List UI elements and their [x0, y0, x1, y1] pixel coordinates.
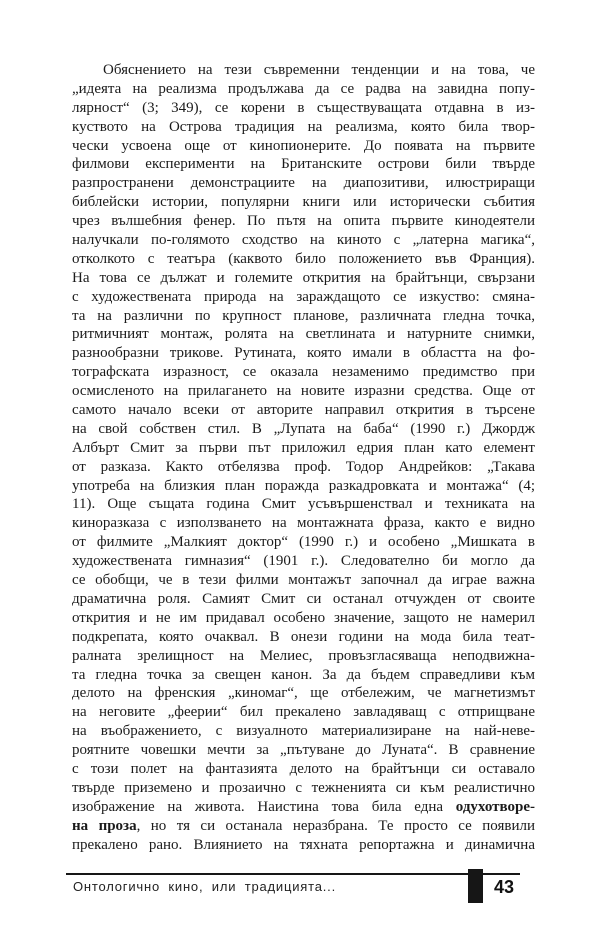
page-number: 43 — [494, 877, 515, 897]
text-line — [72, 798, 535, 817]
text-run-bold: одухотворе- — [455, 798, 535, 815]
text-line: художествената гимназия“ (1901 г.). Следователно би могло да — [72, 553, 535, 570]
text-line: употреба на близкия план поражда разкадровката и монтажа“ (4; — [72, 477, 535, 494]
footer-rule — [66, 873, 520, 875]
text-line: на неговите „феерии“ бил прекалено завладяващ с отприщване — [72, 704, 535, 721]
text-line: филмови експерименти на Британските острови били твърде — [72, 156, 535, 173]
text-line: отколкото с театъра (каквото било положението във Франция). — [72, 250, 535, 267]
text-line: 11). Още същата година Смит усъвършенствал и техниката на — [72, 496, 535, 513]
text-line: подкрепата, която очаквал. В онези години на мода била теат- — [72, 628, 535, 645]
text-line: с този полет на фантазията делото на брайтънци си оставало — [72, 760, 535, 777]
running-footer-title: Онтологично кино, или традицията... — [73, 879, 336, 894]
text-line: киноразказа с използването на монтажната фраза, както е видно — [72, 515, 535, 532]
text-line: куството на Острова традиция на реализма, която била твор- — [72, 118, 535, 135]
text-line: Обяснението на тези съвременни тенденции и на това, че — [103, 62, 535, 78]
text-line: открития и не им придавал особено значение, защото не намерил — [72, 609, 535, 626]
text-run: , но тя си останала неразбрана. Те просто се появили — [136, 817, 536, 834]
text-line: разнообразни трикове. Рутината, която имали в областта на фо- — [72, 345, 535, 362]
text-line: самото начало всеки от авторите направил открития в търсене — [72, 402, 535, 419]
text-line: Албърт Смит за първи път приложил едрия план като елемент — [72, 439, 535, 456]
text-line: прекалено рано. Влиянието на тяхната репортажна и динамична — [72, 836, 535, 853]
text-line: на свой собствен стил. В „Лупата на баба“ (1990 г.) Джордж — [72, 420, 535, 437]
footer-square-marker — [468, 869, 483, 903]
text-line: лярност“ (3; 349), се корени в съществуващата отдавна в из- — [72, 99, 535, 116]
text-line: та гледна точка за свещен канон. За да бъдем справедливи към — [72, 666, 535, 683]
text-line: с художествената природа на зараждащото се изкуство: смяна- — [72, 288, 535, 305]
text-line: библейски истории, популярни книги или исторически събития — [72, 194, 535, 211]
text-line: твърде приземено и прозаично с тежненията си към реалистично — [72, 779, 535, 796]
text-line: „идеята на реализма продължава да се радва на завидна попу- — [72, 80, 535, 97]
text-line: ритмичният монтаж, ролята на светлината и натурните снимки, — [72, 326, 535, 343]
text-line: чрез вълшебния фенер. По пътя на опита първите кинодеятели — [72, 213, 535, 230]
text-line: от филмите „Малкият доктор“ (1990 г.) и особено „Мишката в — [72, 534, 535, 551]
text-line: се обобщи, че в тези филми монтажът започнал да играе важна — [72, 572, 535, 589]
text-line: делото на френския „киномаг“, ще отбележим, че магнетизмът — [72, 685, 535, 702]
text-line: от разказа. Както отбелязва проф. Тодор Андрейков: „Такава — [72, 458, 535, 475]
text-line: На това се дължат и големите открития на брайтънци, свързани — [72, 269, 535, 286]
text-line: та на различни по крупност планове, различната гледна точка, — [72, 307, 535, 324]
page-text-block — [72, 61, 535, 854]
text-line: на въображението, с визуалното материализиране на най-неве- — [72, 723, 535, 740]
text-line: чески усвоена още от кинопионерите. До появата на първите — [72, 137, 535, 154]
text-line: налучкали по-голямото сходство на киното с „латерна магика“, — [72, 232, 535, 249]
text-line: ралната зрелищност на Мелиес, провъзгласяваща неподвижна- — [72, 647, 535, 664]
text-line: разпространени демонстрациите на диапозитиви, илюстриращи — [72, 175, 535, 192]
text-line: тографската изразност, се оказала незаменимо предимство при — [72, 364, 535, 381]
text-line: драматична роля. Самият Смит си останал отчужден от своите — [72, 590, 535, 607]
text-line — [72, 817, 535, 836]
text-line: роятните човешки мечти за „пътуване до Луната“. В сравнение — [72, 742, 535, 759]
text-run: изображение на живота. Наистина това била една — [72, 798, 456, 815]
text-run-bold: на проза — [72, 817, 137, 834]
text-line: осмисленото на прилагането на новите изразни средства. Още от — [72, 383, 535, 400]
